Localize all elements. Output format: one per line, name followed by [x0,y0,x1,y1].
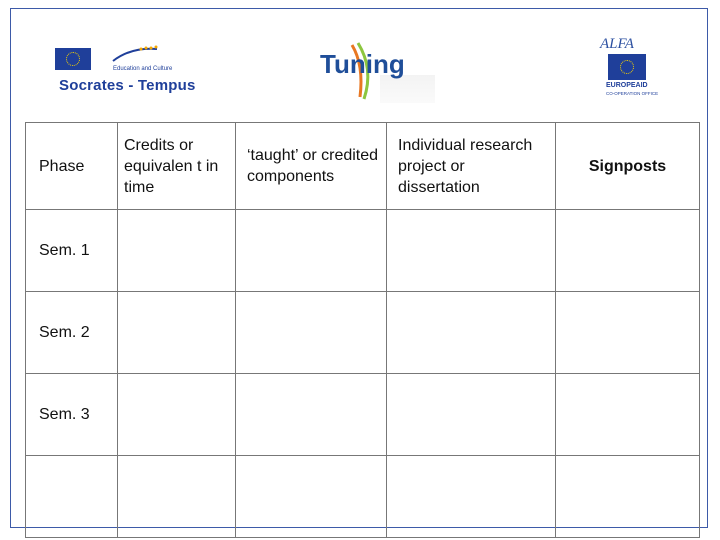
table-cell [236,374,387,456]
table-cell [118,456,236,538]
header-taught-components: ‘taught’ or credited components [236,123,387,210]
header-signposts: Signposts [556,123,700,210]
table-cell [556,374,700,456]
curriculum-table [25,122,700,538]
phase-cell: Sem. 2 [26,292,118,374]
table-cell [118,374,236,456]
socrates-tempus-logo [55,40,205,100]
table-header-row [26,123,700,210]
phase-cell: Sem. 3 [26,374,118,456]
table-cell [236,292,387,374]
table-row [26,210,700,292]
table-cell [387,210,556,292]
header-credits: Credits or equivalen t in time [118,123,236,210]
alfa-europeaid-logo [600,36,660,106]
europeaid-subcaption: CO-OPERATION OFFICE [606,91,659,96]
eu-flag-icon [55,48,91,70]
table-cell [236,456,387,538]
education-culture-caption: Education and Culture [113,66,173,72]
tuning-logo-text: Tuning [320,49,405,79]
table-row [26,456,700,538]
table-cell [118,210,236,292]
header-research-project: Individual research project or dissertation [387,123,556,210]
table-cell [236,210,387,292]
socrates-tempus-title: Socrates - Tempus [59,77,196,94]
table-cell [387,292,556,374]
europeaid-caption: EUROPEAID [606,82,648,89]
europeaid-flag-icon [608,54,646,80]
tuning-logo [320,35,440,105]
alfa-logo-text: ALFA [600,36,634,52]
table-cell [556,456,700,538]
table-cell [118,292,236,374]
table-cell [387,456,556,538]
table-row [26,292,700,374]
table-row [26,374,700,456]
table-cell [387,374,556,456]
header-phase: Phase [26,123,118,210]
phase-cell: Sem. 1 [26,210,118,292]
table-cell [556,292,700,374]
education-culture-icon [111,45,159,65]
phase-cell [26,456,118,538]
table-cell [556,210,700,292]
